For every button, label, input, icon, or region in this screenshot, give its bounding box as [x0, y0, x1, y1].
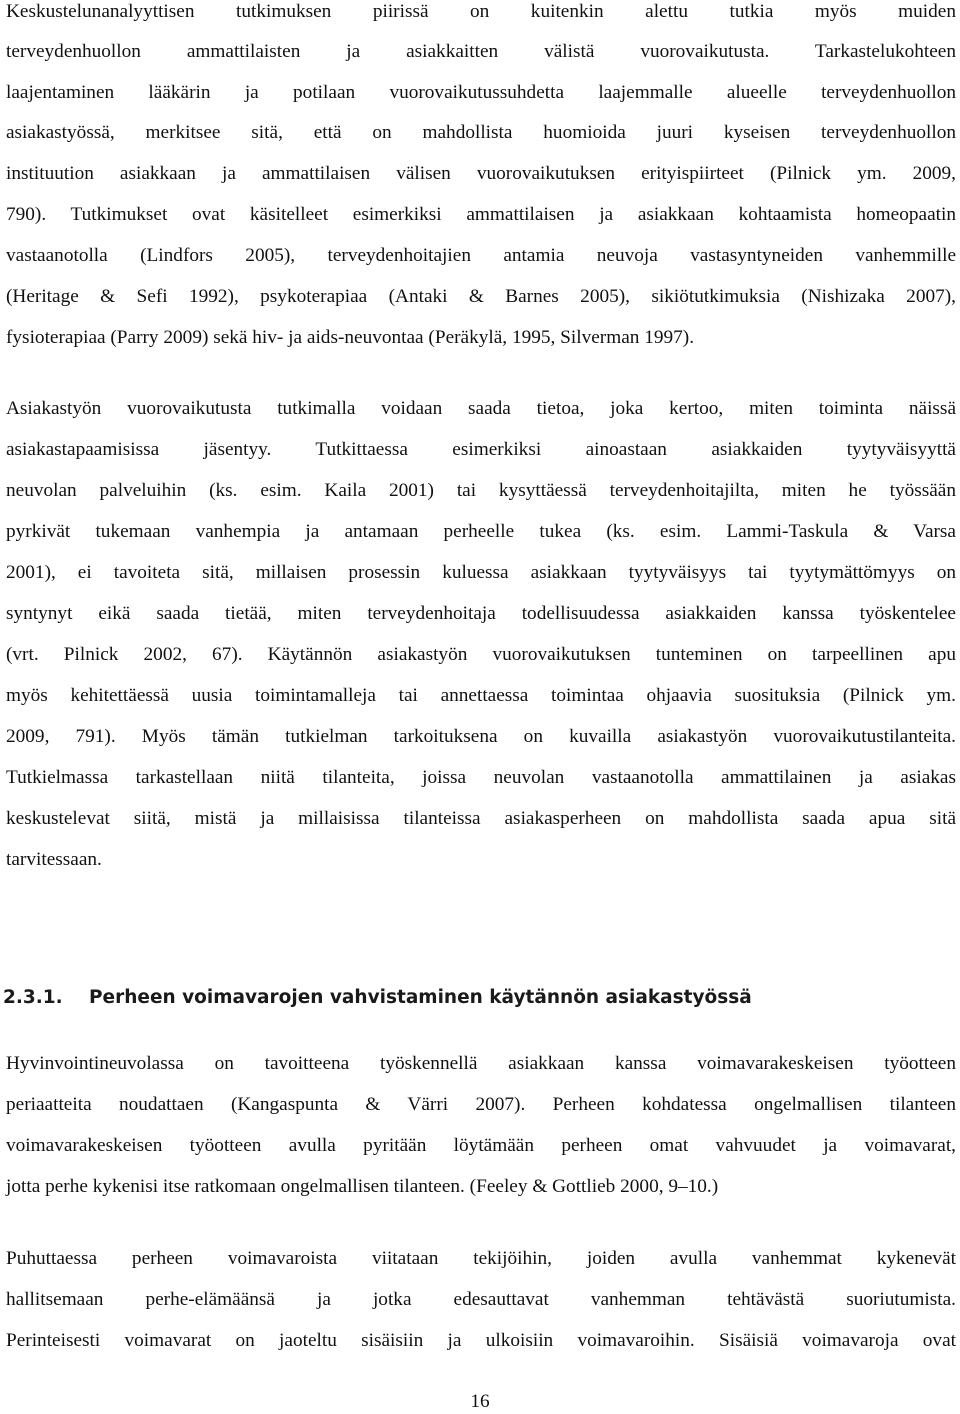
text-line: voimavarakeskeisen työotteen avulla pyritään löytämään perheen omat vahvuudet ja voimavarat, [6, 1135, 956, 1156]
text-line: vastaanotolla (Lindfors 2005), terveydenhoitajien antamia neuvoja vastasyntyneiden vanhemmille [6, 245, 956, 266]
text-line: Keskustelunanalyyttisen tutkimuksen piirissä on kuitenkin alettu tutkia myös muiden [6, 1, 956, 22]
text-line: fysioterapiaa (Parry 2009) sekä hiv- ja aids-neuvontaa (Peräkylä, 1995, Silverman 1997). [6, 327, 695, 348]
text-line: keskustelevat siitä, mistä ja millaisissa tilanteissa asiakasperheen on mahdollista saada apua sitä [6, 808, 956, 829]
text-line: Hyvinvointineuvolassa on tavoitteena työskennellä asiakkaan kanssa voimavarakeskeisen työotteen [6, 1053, 956, 1074]
text-line: 2009, 791). Myös tämän tutkielman tarkoituksena on kuvailla asiakastyön vuorovaikutustilanteita. [6, 726, 956, 747]
text-line: jotta perhe kykenisi itse ratkomaan ongelmallisen tilanteen. (Feeley & Gottlieb 2000, 9–10.) [6, 1176, 719, 1197]
text-line: Tutkielmassa tarkastellaan niitä tilanteita, joissa neuvolan vastaanotolla ammattilainen ja asiakas [6, 767, 956, 788]
text-line: instituution asiakkaan ja ammattilaisen välisen vuorovaikutuksen erityispiirteet (Pilnick ym. 2009, [6, 163, 956, 184]
page-number: 16 [470, 1391, 490, 1412]
text-line: syntynyt eikä saada tietää, miten terveydenhoitaja todellisuudessa asiakkaiden kanssa työskentelee [6, 603, 956, 624]
text-line: Puhuttaessa perheen voimavaroista viitataan tekijöihin, joiden avulla vanhemmat kykenevät [6, 1248, 956, 1269]
text-line: 790). Tutkimukset ovat käsitelleet esimerkiksi ammattilaisen ja asiakkaan kohtaamista homeopaatin [6, 204, 956, 225]
text-line: laajentaminen lääkärin ja potilaan vuorovaikutussuhdetta laajemmalle alueelle terveydenhuollon [6, 82, 956, 103]
text-line: tarvitessaan. [6, 849, 102, 870]
text-line: asiakastyössä, merkitsee sitä, että on mahdollista huomioida juuri kyseisen terveydenhuollon [6, 122, 956, 143]
text-line: (Heritage & Sefi 1992), psykoterapiaa (Antaki & Barnes 2005), sikiötutkimuksia (Nishizaka 2007), [6, 286, 956, 307]
section-number: 2.3.1. [3, 987, 63, 1008]
text-line: Perinteisesti voimavarat on jaoteltu sisäisiin ja ulkoisiin voimavaroihin. Sisäisiä voimavaroja ovat [6, 1330, 956, 1351]
text-line: terveydenhuollon ammattilaisten ja asiakkaitten välistä vuorovaikutusta. Tarkastelukohteen [6, 41, 956, 62]
text-line: asiakastapaamisissa jäsentyy. Tutkittaessa esimerkiksi ainoastaan asiakkaiden tyytyväisyyttä [6, 439, 956, 460]
text-line: neuvolan palveluihin (ks. esim. Kaila 2001) tai kysyttäessä terveydenhoitajilta, miten he työssään [6, 480, 956, 501]
section-title: Perheen voimavarojen vahvistaminen käytännön asiakastyössä [89, 987, 752, 1008]
text-line: Asiakastyön vuorovaikutusta tutkimalla voidaan saada tietoa, joka kertoo, miten toiminta näissä [6, 398, 956, 419]
text-line: myös kehitettäessä uusia toimintamalleja tai annettaessa toimintaa ohjaavia suosituksia (Pilnick ym. [6, 685, 956, 706]
text-line: hallitsemaan perhe-elämäänsä ja jotka edesauttavat vanhemman tehtävästä suoriutumista. [6, 1289, 956, 1310]
section-heading [3, 985, 752, 1011]
text-line: pyrkivät tukemaan vanhempia ja antamaan perheelle tukea (ks. esim. Lammi-Taskula & Varsa [6, 521, 956, 542]
text-line: periaatteita noudattaen (Kangaspunta & Värri 2007). Perheen kohdatessa ongelmallisen tilanteen [6, 1094, 956, 1115]
text-line: 2001), ei tavoiteta sitä, millaisen prosessin kuluessa asiakkaan tyytyväisyys tai tyytymättömyys on [6, 562, 956, 583]
text-line: (vrt. Pilnick 2002, 67). Käytännön asiakastyön vuorovaikutuksen tunteminen on tarpeellinen apu [6, 644, 956, 665]
